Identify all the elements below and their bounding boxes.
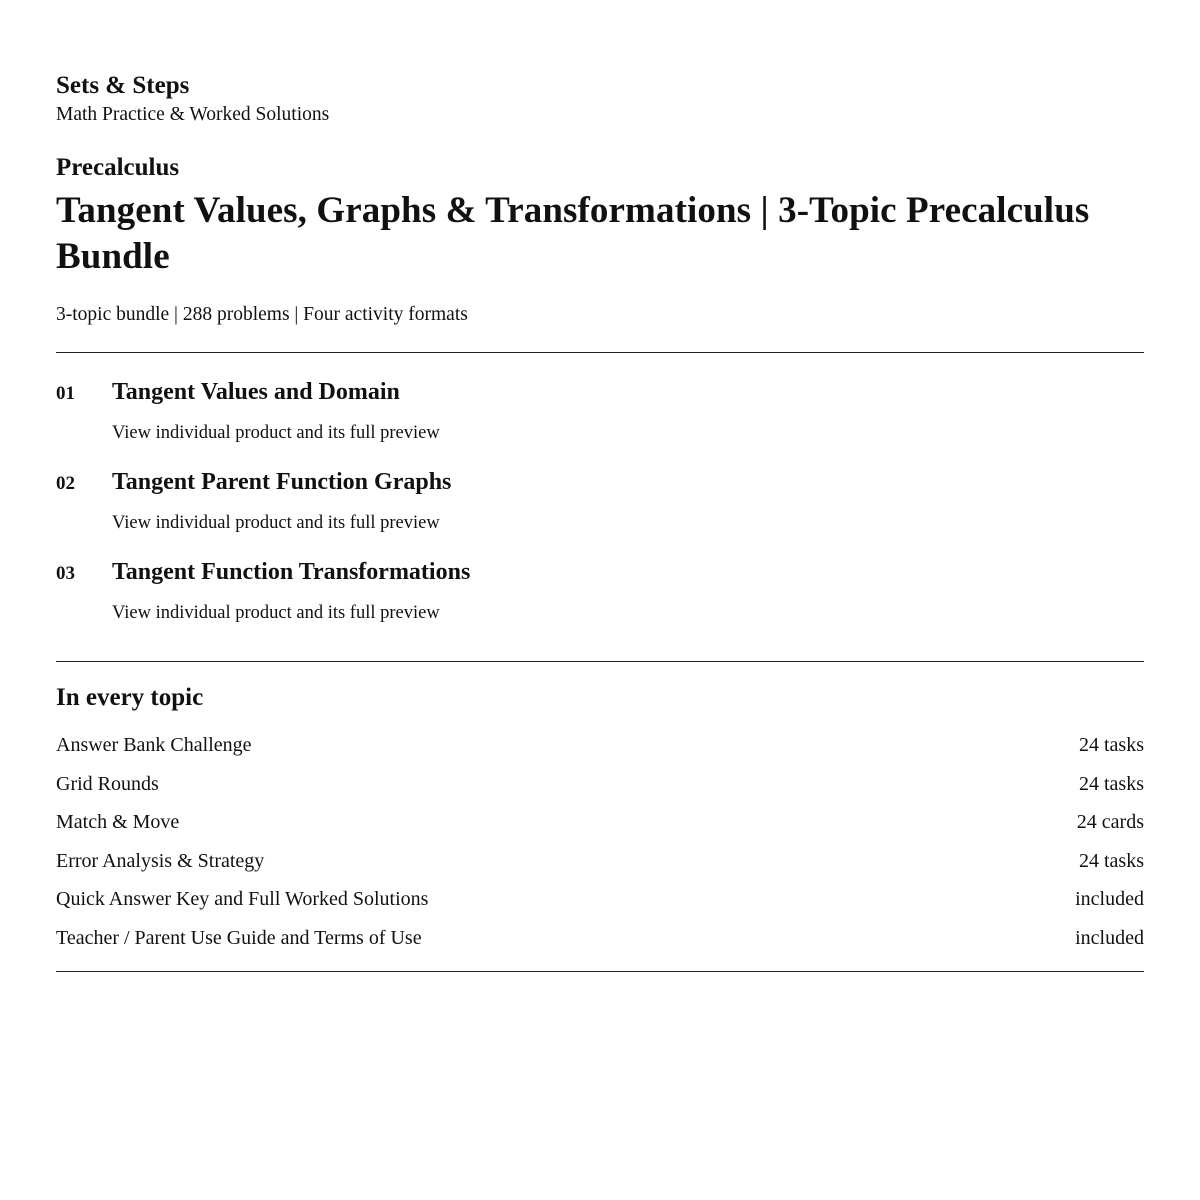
feature-row — [56, 765, 1144, 804]
every-topic-section — [56, 682, 1144, 957]
bundle-summary: 3-topic bundle | 288 problems | Four activity formats — [56, 304, 468, 325]
feature-value: included — [1075, 888, 1144, 910]
topic-item — [56, 557, 1144, 625]
product-heading — [56, 152, 1144, 328]
section-heading: In every topic — [56, 684, 204, 711]
brand-tagline: Math Practice & Worked Solutions — [56, 104, 330, 125]
feature-value: 24 tasks — [1079, 849, 1144, 872]
feature-label: Answer Bank Challenge — [56, 734, 252, 756]
feature-row — [56, 880, 1144, 919]
topic-number: 02 — [56, 473, 75, 494]
feature-label: Teacher / Parent Use Guide and Terms of Use — [56, 926, 422, 949]
view-product-link[interactable]: View individual product and its full preview — [112, 423, 440, 443]
brand-header — [56, 70, 1144, 128]
feature-list — [56, 726, 1144, 957]
topic-header — [56, 467, 1144, 499]
topic-header — [56, 557, 1144, 589]
topic-number: 01 — [56, 383, 75, 404]
feature-label: Error Analysis & Strategy — [56, 849, 265, 872]
topic-name: Tangent Values and Domain — [112, 379, 400, 405]
feature-label: Grid Rounds — [56, 772, 159, 795]
topic-list — [56, 353, 1144, 625]
divider — [56, 661, 1144, 662]
feature-row — [56, 803, 1144, 842]
feature-label: Match & Move — [56, 811, 180, 833]
feature-row — [56, 919, 1144, 958]
feature-value: included — [1075, 926, 1144, 949]
divider — [56, 971, 1144, 972]
feature-row — [56, 726, 1144, 765]
subject-label: Precalculus — [56, 154, 180, 181]
view-product-link[interactable]: View individual product and its full preview — [112, 603, 440, 623]
brand-name: Sets & Steps — [56, 72, 190, 99]
feature-row — [56, 842, 1144, 881]
topic-item — [56, 467, 1144, 535]
topic-item — [56, 377, 1144, 445]
view-product-link[interactable]: View individual product and its full preview — [112, 513, 440, 533]
feature-value: 24 tasks — [1079, 734, 1144, 756]
topic-header — [56, 377, 1144, 409]
feature-value: 24 cards — [1076, 811, 1144, 833]
topic-number: 03 — [56, 563, 75, 584]
feature-label: Quick Answer Key and Full Worked Solutions — [56, 888, 429, 910]
product-page — [56, 0, 1144, 972]
topic-name: Tangent Parent Function Graphs — [112, 469, 452, 495]
page-title: Tangent Values, Graphs & Transformations | 3-Topic Precalculus Bundle — [56, 190, 1090, 277]
topic-name: Tangent Function Transformations — [112, 559, 471, 585]
feature-value: 24 tasks — [1079, 772, 1144, 795]
